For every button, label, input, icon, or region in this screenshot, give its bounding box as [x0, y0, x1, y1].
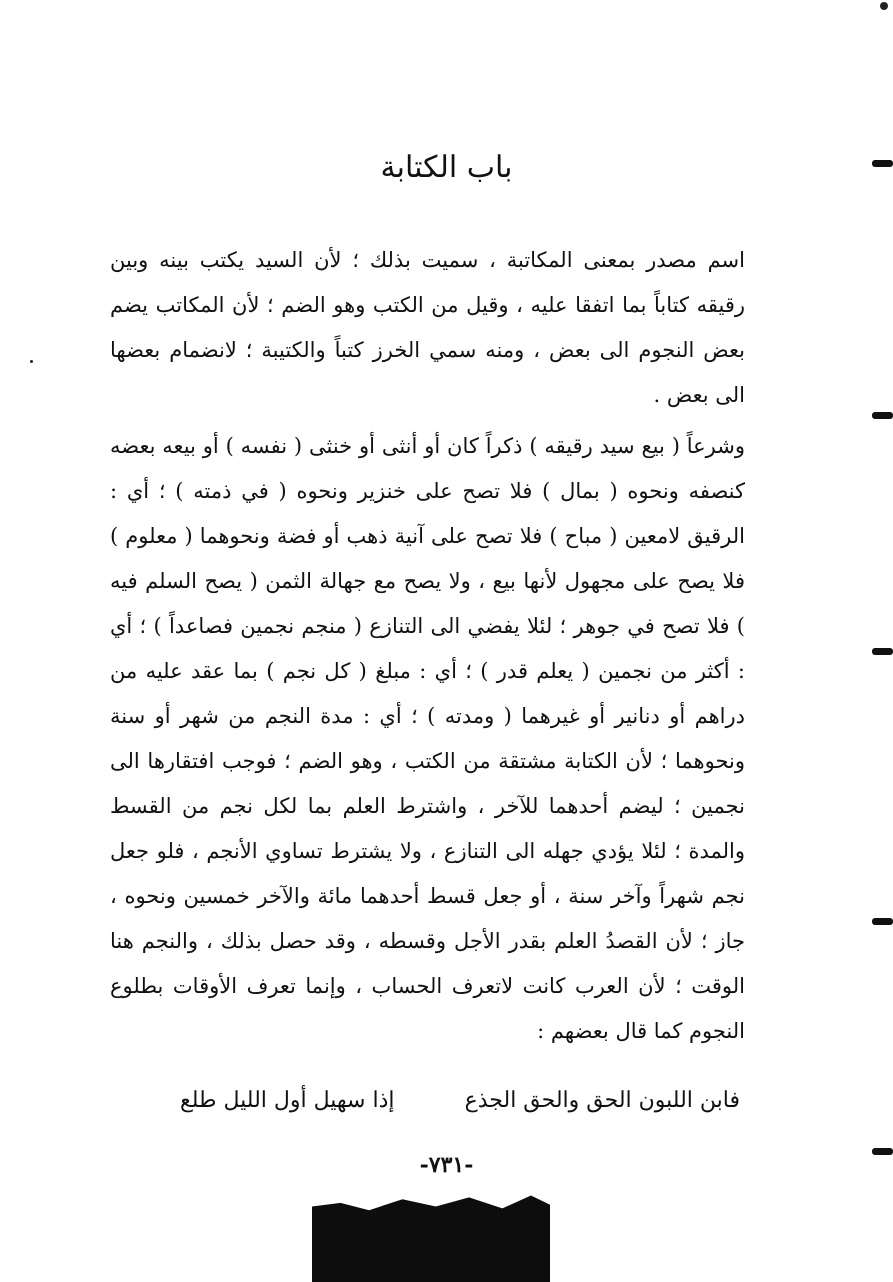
- edge-scan-mark: [872, 1148, 893, 1155]
- chapter-title: باب الكتابة: [380, 150, 513, 185]
- edge-scan-mark: [872, 412, 893, 419]
- verse-second-hemistich: فابن اللبون الحق والحق الجذع: [464, 1088, 740, 1113]
- edge-scan-mark: [872, 918, 893, 925]
- paragraph-definition: اسم مصدر بمعنى المكاتبة ، سميت بذلك ؛ لأن السيد يكتب بينه وبين رقيقه كتاباً بما اتفقا عليه ، وقيل من الكتب وهو الضم ؛ لأن المكاتب يضم بعض النجوم الى بعض ، ومنه سمي الخرز كتباً والكتيبة ؛ لانضمام بعضها الى بعض .: [110, 248, 745, 407]
- scan-speck: [30, 360, 33, 363]
- paragraph-legal-definition: وشرعاً ( بيع سيد رقيقه ) ذكراً كان أو أنثى أو خنثى ( نفسه ) أو بيعه بعضه كنصفه ونحوه ( بمال ) فلا تصح على خنزير ونحوه ( في ذمته ) ؛ أي : الرقيق لامعين ( مباح ) فلا تصح على آنية ذهب أو فضة ونحوهما ( معلوم ) فلا يصح على مجهول لأنها بيع ، ولا يصح مع جهالة الثمن ( يصح السلم فيه ) فلا تصح في جوهر ؛ لئلا يفضي الى التنازع ( منجم نجمين فصاعداً ) ؛ أي : أكثر من نجمين ( يعلم قدر ) ؛ أي : مبلغ ( كل نجم ) بما عقد عليه من دراهم أو دنانير أو غيرهما ( ومدته ) ؛ أي : مدة النجم من شهر أو سنة ونحوهما ؛ لأن الكتابة مشتقة من الكتب ، وهو الضم ؛ فوجب افتقارها الى نجمين ؛ ليضم أحدهما للآخر ، واشترط العلم بما لكل نجم من القسط والمدة ؛ لئلا يؤدي جهله الى التنازع ، ولا يشترط تساوي الأنجم ، فلو جعل نجم شهراً وآخر سنة ، أو جعل قسط أحدهما مائة والآخر خمسين ونحوه ، جاز ؛ لأن القصدُ العلم بقدر الأجل وقسطه ، وقد حصل بذلك ، والنجم هنا الوقت ؛ لأن العرب كانت لاتعرف الحساب ، وإنما تعرف الأوقات بطلوع النجوم كما قال بعضهم :: [110, 434, 745, 1043]
- poetry-verse: [180, 1088, 740, 1113]
- body-text: [110, 238, 745, 1054]
- scan-speck: [880, 2, 888, 10]
- edge-scan-mark: [872, 648, 893, 655]
- binding-shadow: [312, 1190, 550, 1282]
- verse-first-hemistich: إذا سهيل أول الليل طلع: [180, 1088, 395, 1113]
- edge-scan-mark: [872, 160, 893, 167]
- page-number: -٧٣١-: [419, 1152, 474, 1178]
